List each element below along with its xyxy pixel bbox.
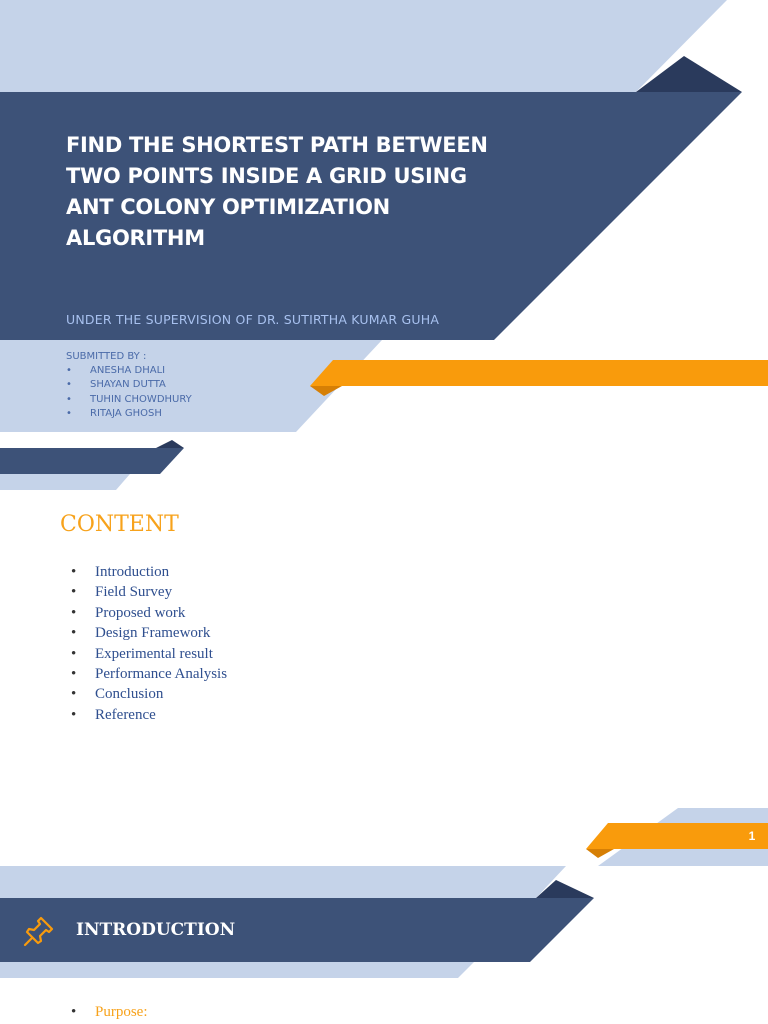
author-item: • RITAJA GHOSH [66, 407, 192, 421]
slide3-lower-light-band [0, 962, 474, 978]
bottom-light-strip [0, 474, 130, 490]
toc-item: • Proposed work [70, 603, 227, 623]
toc-item: • Field Survey [70, 582, 227, 602]
toc-item: • Reference [70, 705, 227, 725]
top-light-band [0, 0, 727, 92]
content-heading: CONTENT [60, 512, 179, 537]
orange-accent-bar [310, 360, 768, 386]
author-list [66, 364, 192, 421]
author-item: • TUHIN CHOWDHURY [66, 393, 192, 407]
footer-orange-shadow [586, 849, 614, 858]
slide-page-number: 1 [748, 829, 756, 843]
pushpin-icon [22, 914, 56, 948]
toc-item: • Design Framework [70, 623, 227, 643]
submitted-by-block [66, 350, 192, 421]
slide3-light-band [0, 866, 566, 898]
author-item: • SHAYAN DUTTA [66, 378, 192, 392]
introduction-heading: INTRODUCTION [76, 920, 236, 940]
toc-item: • Performance Analysis [70, 664, 227, 684]
bottom-navy-bar [0, 448, 184, 474]
toc-item: • Conclusion [70, 684, 227, 704]
bottom-dark-triangle [156, 440, 184, 448]
supervision-text: UNDER THE SUPERVISION OF DR. SUTIRTHA KUMAR GUHA [66, 312, 440, 327]
introduction-bullets [70, 1002, 148, 1022]
toc-item: • Experimental result [70, 644, 227, 664]
toc-item: • Introduction [70, 562, 227, 582]
submitted-by-heading: SUBMITTED BY : [66, 351, 147, 362]
presentation-title: FIND THE SHORTEST PATH BETWEEN TWO POINTS INSIDE A GRID USING ANT COLONY OPTIMIZATION ALGORITHM [66, 133, 488, 250]
table-of-contents [70, 562, 227, 725]
bullet-item: • Purpose: [70, 1002, 148, 1022]
author-item: • ANESHA DHALI [66, 364, 192, 378]
